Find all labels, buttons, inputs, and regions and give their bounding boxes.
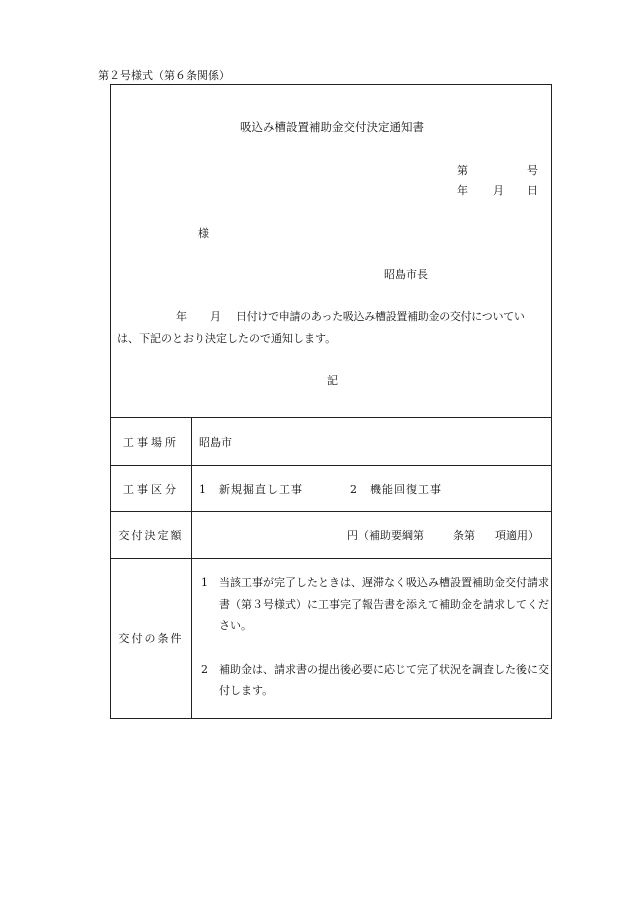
addressee-suffix: 様 (198, 227, 209, 240)
amount-ko: 項適用） (495, 529, 539, 542)
doc-number-prefix: 第 (457, 164, 468, 177)
category-label: 工事区分 (123, 483, 179, 496)
row-divider (111, 558, 551, 559)
body-month: 月 (210, 310, 221, 323)
conditions-label: 交付の条件 (118, 632, 184, 645)
row-divider (111, 465, 551, 466)
body-line1: 日付けで申請のあった吸込み槽設置補助金の交付についてい (236, 310, 525, 323)
notice-frame (110, 84, 552, 719)
column-divider (191, 417, 192, 718)
site-label: 工事場所 (123, 436, 179, 449)
doc-number-suffix: 号 (527, 164, 538, 177)
condition-item (199, 659, 549, 702)
ki: 記 (327, 374, 338, 387)
body-line2: は、下記のとおり決定したので通知します。 (117, 332, 337, 345)
date-day: 日 (527, 184, 538, 197)
amount-en: 円（補助要綱第 (347, 529, 424, 542)
conditions-list (199, 572, 549, 702)
condition-number: 1 (201, 576, 208, 589)
category-option-2: 2 機能回復工事 (350, 483, 442, 496)
category-option-1: 1 新規掘直し工事 (199, 483, 303, 496)
form-number: 第２号様式（第６条関係） (98, 69, 230, 82)
condition-item (199, 572, 549, 637)
condition-text: 当該工事が完了したときは、遅滞なく吸込み槽設置補助金交付請求書（第３号様式）に工事完了報告書を添えて補助金を請求してください。 (219, 576, 549, 632)
date-year: 年 (457, 184, 468, 197)
row-divider (111, 511, 551, 512)
site-value: 昭島市 (199, 436, 232, 449)
document-title: 吸込み槽設置補助金交付決定通知書 (240, 120, 424, 134)
body-year: 年 (176, 310, 187, 323)
amount-label: 交付決定額 (118, 529, 184, 542)
date-month: 月 (493, 184, 504, 197)
condition-number: 2 (201, 662, 208, 676)
issuer: 昭島市長 (384, 268, 428, 281)
condition-text: 補助金は、請求書の提出後必要に応じて完了状況を調査した後に交付します。 (219, 662, 549, 697)
table-top-line (111, 417, 551, 418)
amount-jo: 条第 (453, 529, 475, 542)
